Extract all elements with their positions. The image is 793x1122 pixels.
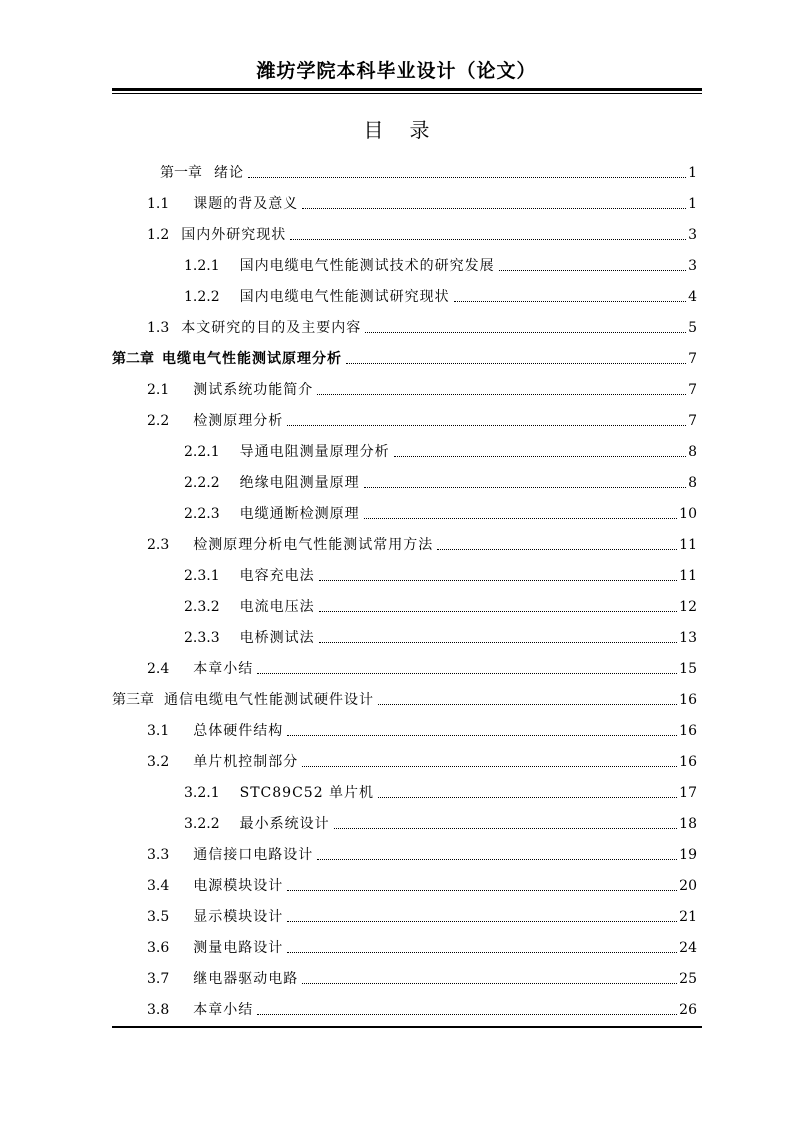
toc-leader-dots — [454, 300, 686, 302]
toc-entry — [112, 349, 697, 369]
toc-entry-label: 显示模块设计 — [193, 909, 284, 925]
toc-entry-page: 19 — [679, 847, 697, 863]
toc-entry — [147, 907, 697, 927]
toc-entry-label: 通信接口电路设计 — [193, 847, 314, 863]
toc-entry — [147, 411, 697, 431]
toc-leader-dots — [364, 517, 678, 519]
toc-entry-label: 本文研究的目的及主要内容 — [181, 320, 362, 336]
toc-entry-number: 2.2.2 — [184, 475, 220, 491]
toc-leader-dots — [287, 734, 677, 736]
toc-entry — [184, 783, 697, 803]
toc-entry-page: 20 — [679, 878, 697, 894]
toc-entry-label: 绪论 — [214, 165, 244, 181]
toc-entry-number: 3.2.1 — [184, 785, 220, 801]
toc-entry-number: 1.1 — [147, 196, 170, 212]
toc-leader-dots — [334, 827, 678, 829]
toc-entry-page: 7 — [688, 413, 697, 429]
toc-entry-label: 电缆通断检测原理 — [239, 506, 360, 522]
toc-entry — [184, 597, 697, 617]
toc-entry-number: 3.2 — [147, 754, 170, 770]
toc-entry — [147, 194, 697, 214]
toc-entry-number: 3.5 — [147, 909, 170, 925]
toc-leader-dots — [287, 951, 677, 953]
toc-entry-page: 25 — [679, 971, 697, 987]
toc-entry-number: 第三章 — [112, 692, 154, 708]
toc-leader-dots — [364, 486, 686, 488]
toc-entry-page: 21 — [679, 909, 697, 925]
toc-entry — [160, 163, 697, 183]
toc-entry-label: 电源模块设计 — [193, 878, 284, 894]
toc-leader-dots — [290, 238, 686, 240]
toc-entry-label: 测量电路设计 — [193, 940, 284, 956]
toc-entry — [184, 256, 697, 276]
toc-entry — [147, 225, 697, 245]
toc-entry-label: 国内电缆电气性能测试技术的研究发展 — [239, 258, 495, 274]
toc-leader-dots — [499, 269, 686, 271]
toc-leader-dots — [317, 858, 677, 860]
toc-entry-number: 2.2.1 — [184, 444, 220, 460]
toc-entry-number: 2.2 — [147, 413, 170, 429]
toc-entry-label: 继电器驱动电路 — [193, 971, 299, 987]
toc-entry — [147, 1000, 697, 1020]
toc-leader-dots — [378, 703, 677, 705]
toc-heading — [0, 114, 793, 143]
toc-entry — [112, 690, 697, 710]
toc-entry — [184, 566, 697, 586]
toc-entry-label: 检测原理分析 — [193, 413, 284, 429]
toc-entry-number: 第一章 — [160, 165, 202, 181]
toc-entry-label: 总体硬件结构 — [193, 723, 284, 739]
header-rule-thin — [112, 93, 702, 94]
toc-leader-dots — [319, 579, 678, 581]
toc-entry-label: 绝缘电阻测量原理 — [239, 475, 360, 491]
toc-leader-dots — [248, 176, 686, 178]
toc-entry-number: 1.2.1 — [184, 258, 220, 274]
toc-entry-number: 3.1 — [147, 723, 170, 739]
toc-entry-number: 3.8 — [147, 1002, 170, 1018]
toc-leader-dots — [394, 455, 686, 457]
toc-entry-label: STC89C52 单片机 — [239, 785, 375, 801]
toc-heading-char-1: 目 — [363, 118, 384, 142]
toc-entry-label: 本章小结 — [193, 661, 254, 677]
toc-entry-page: 24 — [679, 940, 697, 956]
toc-entry-page: 3 — [688, 227, 697, 243]
toc-leader-dots — [319, 641, 678, 643]
toc-entry-page: 1 — [688, 196, 697, 212]
toc-entry — [147, 721, 697, 741]
toc-entry — [147, 752, 697, 772]
toc-entry-label: 测试系统功能简介 — [193, 382, 314, 398]
toc-entry-label: 课题的背及意义 — [193, 196, 299, 212]
toc-entry-page: 17 — [679, 785, 697, 801]
toc-entry-label: 国内电缆电气性能测试研究现状 — [239, 289, 450, 305]
toc-leader-dots — [257, 672, 677, 674]
toc-leader-dots — [319, 610, 678, 612]
toc-entry-page: 16 — [679, 754, 697, 770]
toc-entry-page: 5 — [688, 320, 697, 336]
footer-rule — [112, 1026, 702, 1028]
toc-entry-number: 3.4 — [147, 878, 170, 894]
toc-entry — [184, 504, 697, 524]
toc-leader-dots — [287, 920, 677, 922]
toc-entry-label: 检测原理分析电气性能测试常用方法 — [193, 537, 434, 553]
toc-leader-dots — [302, 765, 677, 767]
toc-entry-number: 1.3 — [147, 320, 170, 336]
toc-entry-label: 本章小结 — [193, 1002, 254, 1018]
toc-leader-dots — [302, 982, 677, 984]
toc-entry-number: 3.6 — [147, 940, 170, 956]
toc-leader-dots — [302, 207, 686, 209]
toc-entry — [184, 814, 697, 834]
toc-entry-page: 13 — [679, 630, 697, 646]
page-header-title: 潍坊学院本科毕业设计（论文） — [256, 60, 537, 82]
toc-entry-number: 2.2.3 — [184, 506, 220, 522]
toc-entry-number: 1.2 — [147, 227, 170, 243]
toc-leader-dots — [317, 393, 686, 395]
header-rule-thick — [112, 88, 702, 91]
toc-entry-page: 15 — [679, 661, 697, 677]
toc-entry-label: 电缆电气性能测试原理分析 — [162, 351, 342, 367]
toc-entry — [184, 287, 697, 307]
toc-leader-dots — [365, 331, 686, 333]
toc-entry-label: 电流电压法 — [239, 599, 315, 615]
toc-leader-dots — [257, 1013, 677, 1015]
toc-entry-number: 2.1 — [147, 382, 170, 398]
toc-entry-page: 7 — [688, 382, 697, 398]
toc-entry-number: 3.2.2 — [184, 816, 220, 832]
toc-entry — [147, 380, 697, 400]
toc-entry — [184, 628, 697, 648]
toc-entry-page: 4 — [688, 289, 697, 305]
toc-entry-label: 电容充电法 — [239, 568, 315, 584]
toc-entry-number: 3.3 — [147, 847, 170, 863]
toc-entry — [147, 938, 697, 958]
toc-entry — [147, 535, 697, 555]
toc-entry-page: 8 — [688, 475, 697, 491]
toc-entry-number: 第二章 — [112, 351, 154, 367]
toc-entry-label: 导通电阻测量原理分析 — [239, 444, 390, 460]
toc-entry-label: 单片机控制部分 — [193, 754, 299, 770]
toc-entry-number: 2.3.1 — [184, 568, 220, 584]
toc-entry-page: 8 — [688, 444, 697, 460]
toc-entry-page: 18 — [679, 816, 697, 832]
toc-entry-label: 国内外研究现状 — [181, 227, 287, 243]
toc-entry — [147, 876, 697, 896]
toc-entry-number: 3.7 — [147, 971, 170, 987]
toc-entry-page: 26 — [679, 1002, 697, 1018]
toc-entry-page: 7 — [688, 351, 697, 367]
toc-entry-page: 11 — [679, 568, 697, 584]
toc-heading-char-2: 录 — [409, 118, 430, 142]
toc-entry-page: 3 — [688, 258, 697, 274]
toc-leader-dots — [287, 424, 686, 426]
toc-entry — [147, 969, 697, 989]
toc-leader-dots — [378, 796, 677, 798]
toc-entry-label: 电桥测试法 — [239, 630, 315, 646]
toc-entry-page: 16 — [679, 723, 697, 739]
toc-entry — [147, 659, 697, 679]
toc-leader-dots — [437, 548, 677, 550]
toc-entry-number: 2.4 — [147, 661, 170, 677]
toc-entry-page: 16 — [679, 692, 697, 708]
toc-entry-page: 12 — [679, 599, 697, 615]
toc-entry-number: 2.3.2 — [184, 599, 220, 615]
toc-entry — [147, 845, 697, 865]
toc-entry-number: 2.3 — [147, 537, 170, 553]
toc-entry — [147, 318, 697, 338]
toc-entry-label: 通信电缆电气性能测试硬件设计 — [164, 692, 374, 708]
toc-leader-dots — [287, 889, 677, 891]
toc-entry — [184, 473, 697, 493]
toc-leader-dots — [346, 362, 686, 364]
toc-entry-page: 11 — [679, 537, 697, 553]
toc-entry-number: 1.2.2 — [184, 289, 220, 305]
toc-entry-page: 1 — [688, 165, 697, 181]
toc-entry-label: 最小系统设计 — [239, 816, 330, 832]
toc-entry-page: 10 — [679, 506, 697, 522]
toc-entry-number: 2.3.3 — [184, 630, 220, 646]
toc-entry — [184, 442, 697, 462]
